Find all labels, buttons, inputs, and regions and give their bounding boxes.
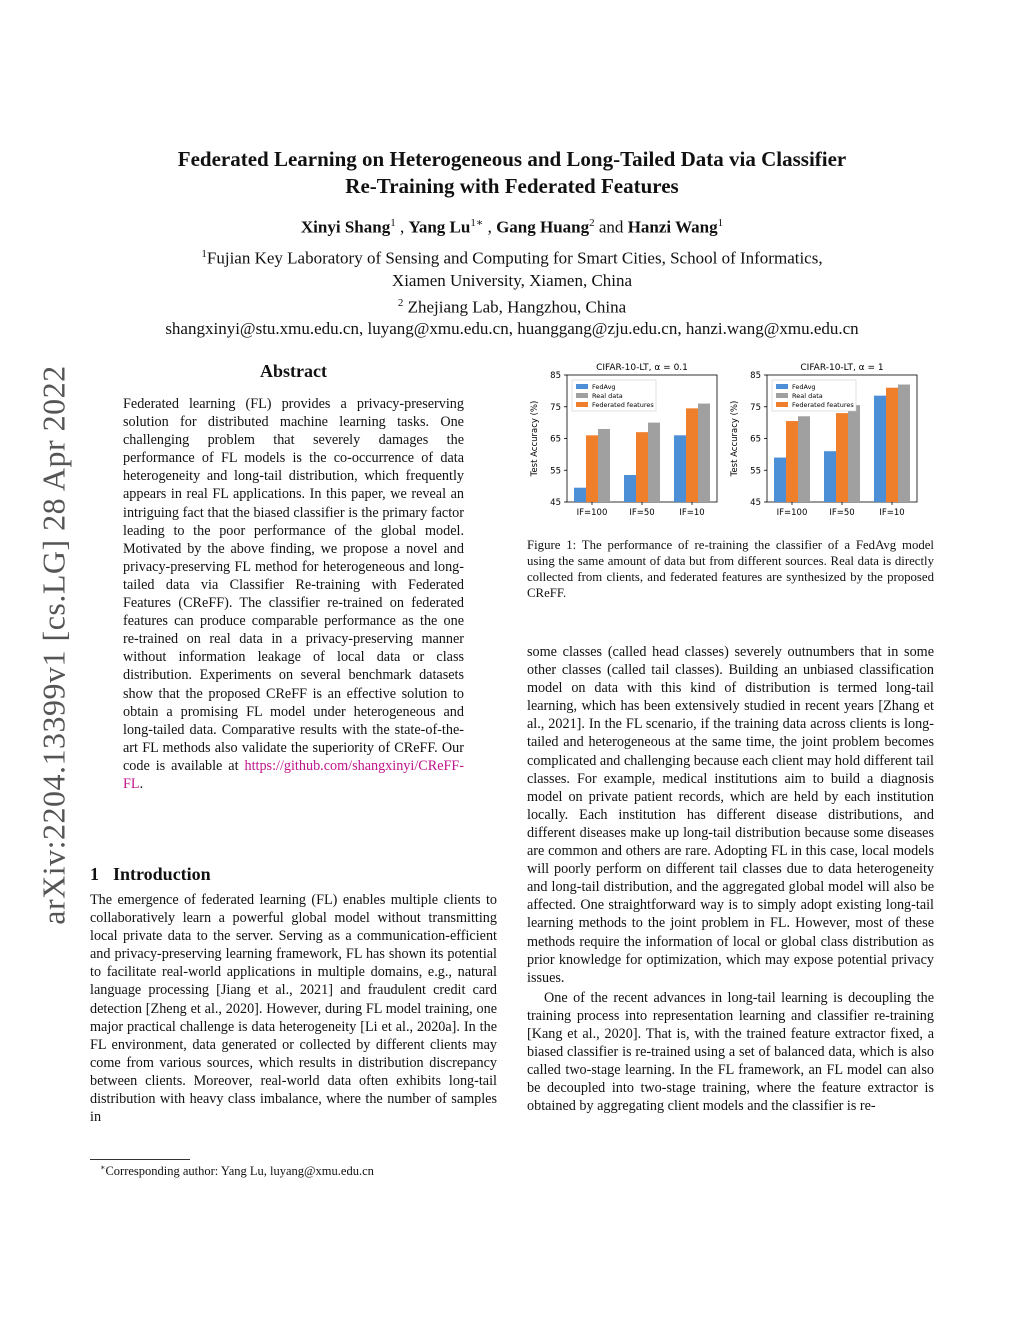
author-sep: , [483, 217, 497, 237]
figure-1 [527, 355, 937, 520]
affiliations [0, 243, 1024, 340]
legend-swatch [576, 384, 588, 389]
x-tick-label: IF=10 [879, 508, 905, 518]
bar [848, 405, 860, 502]
bar [686, 408, 698, 502]
bar [648, 423, 660, 502]
author-sup: 1 [390, 217, 396, 229]
affiliation-2 [0, 292, 1024, 319]
author-emails: shangxinyi@stu.xmu.edu.cn, luyang@xmu.edu.cn, huanggang@zju.edu.cn, hanzi.wang@xmu.edu.cn [165, 319, 859, 339]
legend-swatch [776, 384, 788, 389]
x-tick-label: IF=10 [679, 508, 705, 518]
footnote-rule [90, 1159, 190, 1160]
chart-title: CIFAR-10-LT, α = 0.1 [596, 363, 688, 373]
x-tick-label: IF=100 [776, 508, 808, 518]
legend-label: FedAvg [792, 383, 816, 391]
section-heading [90, 864, 225, 885]
bar [698, 404, 710, 502]
section-number: 1 [90, 864, 99, 884]
code-link[interactable]: https://github.com/shangxinyi/CReFF-FL [123, 757, 465, 792]
x-tick-label: IF=100 [576, 508, 608, 518]
abstract-body [123, 395, 464, 793]
bar [774, 458, 786, 502]
y-tick-label: 45 [550, 498, 561, 508]
bar [674, 435, 686, 502]
bar [624, 475, 636, 502]
affiliation-sup: 1 [201, 248, 207, 260]
y-tick-label: 75 [750, 402, 761, 413]
legend-label: FedAvg [592, 383, 616, 391]
legend [772, 380, 856, 411]
footnote-sup: ∗ [100, 1163, 106, 1172]
abstract-text: Federated learning (FL) provides a privacy-preserving solution for distributed machine learning tasks. One challenging problem that severely damages the performance of FL models is the co-occurrence of data heterogeneity and long-tail distribution, which frequently appears in real FL applications. In this paper, we reveal an intriguing fact that the biased classifier is the primary factor leading to the poor performance of the global model. Motivated by the above finding, we propose a novel and privacy-preserving FL method for heterogeneous and long-tailed data via Classifier Re-training with Federated Features (CReFF). The classifier re-trained on federated features can produce comparable performance as the one re-trained on real data in a privacy-preserving manner without information leakage of local data or class distribution. Experiments on several benchmark datasets show that the proposed CReFF is an effective solution to obtain a promising FL model under heterogeneous and long-tailed data. Comparative results with the state-of-the-art FL methods also validate the superiority of CReFF. Our code is available at [123, 396, 464, 774]
y-axis-label: Test Accuracy (%) [730, 400, 740, 477]
bar [798, 416, 810, 502]
legend-label: Real data [792, 392, 823, 400]
legend-swatch [776, 393, 788, 398]
right-column-text [527, 643, 934, 1115]
affiliation-sup: 2 [397, 296, 404, 309]
legend [572, 380, 656, 411]
author-name: Xinyi Shang [300, 217, 391, 237]
y-tick-label: 85 [750, 371, 761, 381]
author-sep: , [395, 217, 409, 237]
affiliation-text: Fujian Key Laboratory of Sensing and Computing for Smart Cities, School of Informatics, [206, 248, 823, 268]
chart-alpha-0.1 [530, 363, 717, 518]
bar [824, 451, 836, 502]
title-line-1: Federated Learning on Heterogeneous and Long-Tailed Data via Classifier [177, 147, 847, 171]
abstract-end: . [139, 775, 144, 792]
bar [886, 388, 898, 502]
bar [586, 435, 598, 502]
bar [836, 413, 848, 502]
footnote-text: Corresponding author: Yang Lu, luyang@xmu.edu.cn [105, 1164, 374, 1179]
paragraph: some classes (called head classes) severely outnumbers that in some other classes (called tail classes). Building an unbiased classification model on data with this kind of distribution is termed long-tail learning, which has been extensively studied in recent years [Zhang et al., 2021]. In the FL scenario, if the training data across clients is long-tailed and heterogeneous at the same time, the joint problem becomes complicated and challenging because each client may hold different tail classes. For example, medical institutions aim to build a diagnosis model on private patient records, which are held by each institution locally. Each institution has different disease distributions, and different diseases make up long-tail distribution because some diseases are common and others are rare. Adopting FL in this case, local models will poorly perform on different tail classes due to data heterogeneity and long-tail distribution, and the aggregated global model will also be affected. One straightforward way is to simply adopt existing long-tail learning methods to the joint problem in FL. However, most of these methods require the information of local or global class distribution as prior knowledge for optimization, which may expose potential privacy issues. [527, 644, 934, 986]
y-tick-label: 55 [550, 466, 561, 477]
x-tick-label: IF=50 [829, 508, 855, 518]
abstract-heading: Abstract [260, 361, 327, 381]
author-name: Gang Huang [496, 217, 590, 237]
title-line-2: Re-Training with Federated Features [345, 174, 679, 198]
figure-caption: Figure 1: The performance of re-training the classifier of a FedAvg model using the same amount of data but from different sources. Real data is directly collected from clients, and federated features are synthesized by the proposed CReFF. [527, 538, 934, 600]
intro-paragraph: The emergence of federated learning (FL) enables multiple clients to collaboratively learn a powerful global model without transmitting local private data to the server. Serving as a communication-efficient and privacy-preserving learning framework, FL has shown its potential to facilitate real-world applications in multiple domains, e.g., natural language processing [Jiang et al., 2021] and fraudulent credit card detection [Zheng et al., 2020]. However, during FL model training, one major practical challenge is data heterogeneity [Li et al., 2020a]. In the FL environment, data generated or collected by different clients may come from various sources, which results in distribution discrepancy between clients. Moreover, real-world data often exhibits long-tail distribution with heavy class imbalance, where the number of samples in [90, 892, 497, 1126]
legend-label: Federated features [592, 401, 654, 409]
legend-label: Federated features [792, 401, 854, 409]
footnote [90, 1163, 497, 1179]
legend-swatch [576, 393, 588, 398]
affiliation-1 [0, 243, 1024, 270]
affiliation-text: Zhejiang Lab, Hangzhou, China [403, 297, 627, 317]
chart-alpha-1 [730, 363, 917, 518]
author-sup: 2 [589, 217, 595, 229]
author-sup: 1 [717, 217, 724, 229]
legend-swatch [576, 402, 588, 407]
y-tick-label: 55 [750, 466, 761, 477]
bar [574, 488, 586, 502]
y-tick-label: 65 [550, 434, 561, 445]
bar [598, 429, 610, 502]
bar [874, 396, 886, 502]
x-tick-label: IF=50 [629, 508, 655, 518]
y-tick-label: 85 [550, 371, 561, 381]
bar [636, 432, 648, 502]
bar [786, 421, 798, 502]
y-tick-label: 65 [750, 434, 761, 445]
author-name: Yang Lu [408, 217, 471, 237]
chart-title: CIFAR-10-LT, α = 1 [800, 363, 884, 373]
arxiv-identifier: arXiv:2204.13399v1 [cs.LG] 28 Apr 2022 [35, 365, 72, 925]
affiliation-1-cont: Xiamen University, Xiamen, China [391, 270, 633, 290]
author-list [0, 216, 1024, 238]
paragraph: One of the recent advances in long-tail learning is decoupling the training process into representation learning and classifier re-training [Kang et al., 2020]. That is, with the trained feature extractor fixed, a biased classifier is re-trained using a set of balanced data, which is also called two-stage learning. In the FL framework, an FL model can also be decoupled into two-stage training, where the feature extractor is obtained by aggregating client models and the classifier is re- [527, 989, 934, 1115]
y-tick-label: 45 [750, 498, 761, 508]
y-tick-label: 75 [550, 402, 561, 413]
bar [898, 385, 910, 502]
legend-swatch [776, 402, 788, 407]
author-name: Hanzi Wang [627, 217, 718, 237]
author-sep: and [594, 217, 628, 237]
legend-label: Real data [592, 392, 623, 400]
y-axis-label: Test Accuracy (%) [530, 400, 540, 477]
paper-title [0, 146, 1024, 200]
author-sup: 1∗ [470, 217, 484, 229]
section-title: Introduction [113, 864, 211, 884]
